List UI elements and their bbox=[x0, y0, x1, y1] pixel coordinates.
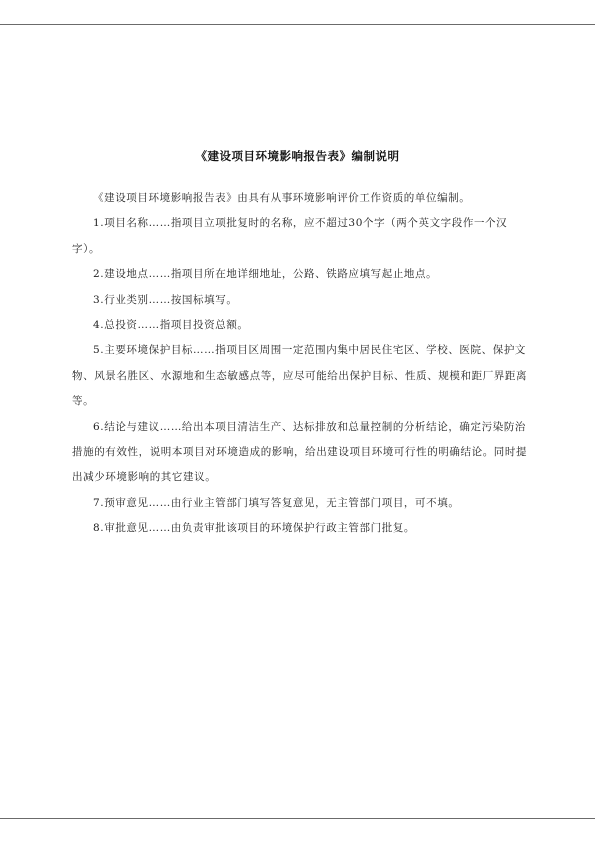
item-construction-site: 2.建设地点……指项目所在地详细地址，公路、铁路应填写起止地点。 bbox=[93, 268, 438, 281]
item-industry-category: 3.行业类别……按国标填写。 bbox=[93, 293, 238, 306]
item-protection-targets: 5.主要环境保护目标……指项目区周围一定范围内集中居民住宅区、学校、医院、保护文物、风景名胜区、水源地和生态敏感点等，应尽可能给出保护目标、性质、规模和距厂界距离等。 bbox=[72, 344, 528, 408]
document-body bbox=[72, 186, 534, 542]
footer-rule bbox=[0, 818, 595, 819]
page-title: 《建设项目环境影响报告表》编制说明 bbox=[195, 149, 400, 163]
item-conclusions: 6.结论与建议……给出本项目清洁生产、达标排放和总量控制的分析结论，确定污染防治措施的有效性，说明本项目对环境造成的影响，给出建设项目环境可行性的明确结论。同时提出减少环境影响的其它建议。 bbox=[72, 420, 528, 484]
item-preliminary-review: 7.预审意见……由行业主管部门填写答复意见，无主管部门项目，可不填。 bbox=[93, 496, 460, 509]
item-project-name: 1.项目名称……指项目立项批复时的名称，应不超过30个字（两个英文字段作一个汉字）。 bbox=[72, 217, 508, 255]
intro-paragraph: 《建设项目环境影响报告表》由具有从事环境影响评价工作资质的单位编制。 bbox=[93, 192, 471, 204]
item-approval-opinion: 8.审批意见……由负责审批该项目的环境保护行政主管部门批复。 bbox=[93, 522, 416, 535]
header-rule bbox=[0, 24, 595, 25]
item-total-investment: 4.总投资……指项目投资总额。 bbox=[93, 319, 249, 332]
